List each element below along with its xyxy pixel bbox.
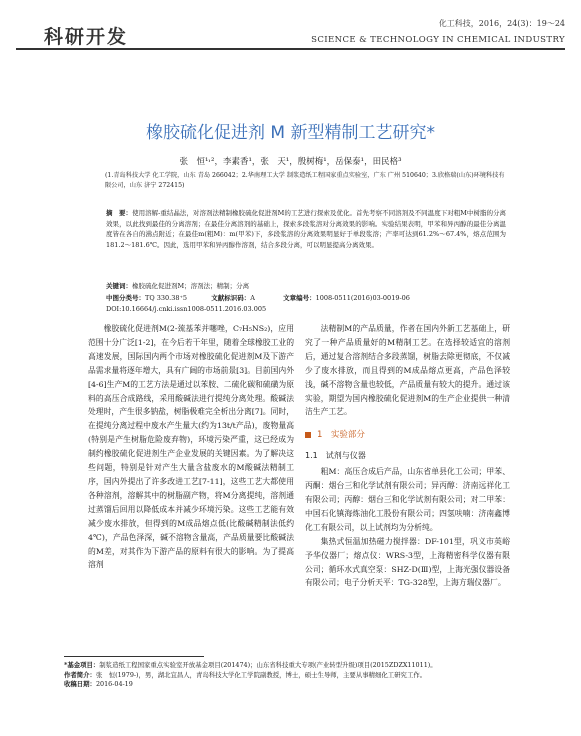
affiliations: (1.青岛科技大学 化工学院，山东 青岛 266042；2.华南理工大学 制浆造纸工程国家重点实验室，广东 广州 510640；3.欣格瑞(山东)环境科技有限公司，山东 济宁 272415) bbox=[105, 172, 505, 189]
article-title: 橡胶硫化促进剂 M 新型精制工艺研究* bbox=[146, 123, 435, 143]
issue-info: 化工科技，2016，24(3)：19～24 bbox=[438, 19, 565, 28]
journal-section-label: 科研开发 bbox=[44, 26, 129, 48]
doc-code-label: 文献标识码： bbox=[211, 294, 251, 302]
doc-code-value: A bbox=[250, 294, 255, 302]
section-title: 1 实验部分 bbox=[317, 430, 365, 441]
author-bio-label: 作者简介： bbox=[64, 670, 96, 679]
author-bio-text: 张 恒(1979-)，男，湖北宜昌人，青岛科技大学化工学院副教授，博士，硕士生导师，主要从事精细化工研究工作。 bbox=[95, 670, 427, 679]
keywords-label: 关键词： bbox=[106, 282, 132, 290]
keywords-text: 橡胶硫化促进剂M；溶剂法；精制；分离 bbox=[132, 282, 250, 290]
clc-label: 中图分类号： bbox=[106, 294, 145, 302]
header-divider bbox=[16, 48, 565, 50]
fund-note bbox=[64, 661, 511, 671]
footnotes bbox=[64, 661, 511, 690]
keywords bbox=[106, 281, 506, 290]
section-marker-icon bbox=[305, 432, 311, 438]
doi: DOI:10.16664/j.cnki.issn1008-0511.2016.03.005 bbox=[106, 305, 267, 313]
section-heading bbox=[305, 429, 510, 443]
received-date bbox=[64, 680, 511, 690]
journal-name: SCIENCE & TECHNOLOGY IN CHEMICAL INDUSTRY bbox=[311, 35, 565, 45]
author-list: 张 恒¹˒²，李素香¹，张 天¹，殷树梅¹，岳保泰¹，田民格³ bbox=[179, 157, 402, 167]
classification-line bbox=[106, 293, 506, 302]
article-number-label: 文章编号： bbox=[283, 294, 316, 302]
reagents-paragraph: 粗M：高压合成后产品，山东省单县化工公司；甲苯、丙酮：烟台三和化学试剂有限公司；异丙醇：济南远祥化工有限公司；丙醇：烟台三和化学试剂有限公司；对二甲苯：中国石化镇海炼油化工股份有限公司；四氢呋喃：济南鑫博化工有限公司，以上试剂均为分析纯。 bbox=[305, 467, 510, 532]
article-number-value: 1008-0511(2016)03-0019-06 bbox=[315, 294, 410, 302]
fund-label: *基金项目： bbox=[64, 661, 100, 669]
footnote-divider bbox=[64, 656, 204, 657]
received-label: 收稿日期： bbox=[64, 680, 96, 689]
intro-paragraph: 橡胶硫化促进剂M(2-巯基苯并噻唑，C₇H₅NS₂)，应用范围十分广泛[1-2]，在今后若干年里，随着全球橡胶工业的高速发展，国际国内两个市场对橡胶硫化促进剂M及下游产品需求量将逐年增大，具有广阔的市场前景[3]。目前国内外[4-6]生产M的工艺方法是通过以苯胺、二硫化碳和硫磺为原料的高压合成路线，采用酸碱法进行提纯分离处理。酸碱法处理时，产生很多钠盐，树脂极难完全析出分离[7]。同时，在提纯分离过程中废水产生量大(约为13t/t产品)，废物量高(特别是产生树脂危险废弃物)，环境污染严重，这已经成为制约橡胶硫化促进剂生产企业发展的关键因素。为了解决这些问题，特别是针对产生大量含盐废水的M酸碱法精制工序，国内外提出了许多改进工艺[7-11]，这些工艺大都使用各种溶剂，溶解其中的树脂副产物，将M分离提纯，溶剂通过蒸馏后回用以降低成本并减少环境污染。这些工艺能有效减少废水排放，但得到的M成品熔点低(比酸碱精制法低约4℃)，产品色泽深，碱不溶物含量高，产品质量要比酸碱法的M差，对其作为下游产品的原料有很大的影响。为了提高溶剂 bbox=[88, 324, 294, 570]
fund-text: 制浆造纸工程国家重点实验室开放基金项目(201474)；山东省科技重大专项(产业转型升级)项目(2015ZDZX11011)。 bbox=[99, 661, 437, 669]
abstract-label: 摘 要： bbox=[106, 209, 133, 217]
instruments-paragraph: 集热式恒温加热磁力搅拌器：DF-101型，巩义市英峪予华仪器厂；熔点仪：WRS-3型，上海精密科学仪器有限公司；循环水式真空泵：SHZ-D(Ⅲ)型，上海光强仪器设备有限公司；电子分析天平：TG-328型，上海方瑞仪器厂。 bbox=[305, 536, 510, 588]
body-right-column bbox=[305, 322, 510, 590]
subsection-heading: 1.1 试剂与仪器 bbox=[305, 451, 366, 461]
abstract bbox=[106, 208, 506, 250]
intro-continued-paragraph: 法精制M的产品质量，作者在国内外新工艺基础上，研究了一种产品质量好的M精制工艺。在选择较适宜的溶剂后，通过复合溶剂结合多段蒸馏，树脂去除更彻底，不仅减少了废水排放，而且得到的M成品熔点更高，产品色泽较浅，碱不溶物含量也较低，产品质量有较大的提升。通过该实验，期望为国内橡胶硫化促进剂M的生产企业提供一种清洁生产工艺。 bbox=[305, 324, 510, 417]
abstract-text: 使用溶解-重结晶法，对溶剂法精制橡胶硫化促进剂M的工艺进行探索及优化。首先考察不同溶剂及不同温度下对粗M中树脂的分离效果，以此找到最佳的分离溶剂；在最佳分离溶剂的基础上，探索多段浆溶对分离效果的影响。实验结果表明，甲苯和异丙醇的最佳分离温度皆在各自的沸点附近；在最佳m(粗M)：m(甲苯)下，多段浆溶的分离效果明显好于单段浆溶；产率可达到61.2%～67.4%，熔点范围为181.2～181.6℃。因此，选用甲苯和异丙醇作溶剂，结合多段分离，可以明显提高分离效果。 bbox=[106, 209, 507, 249]
received-value: 2016-04-19 bbox=[95, 680, 133, 689]
body-left-column bbox=[88, 322, 294, 572]
author-bio bbox=[64, 671, 511, 681]
clc-value: TQ 330.38⁺5 bbox=[145, 294, 188, 302]
journal-header bbox=[311, 18, 565, 45]
